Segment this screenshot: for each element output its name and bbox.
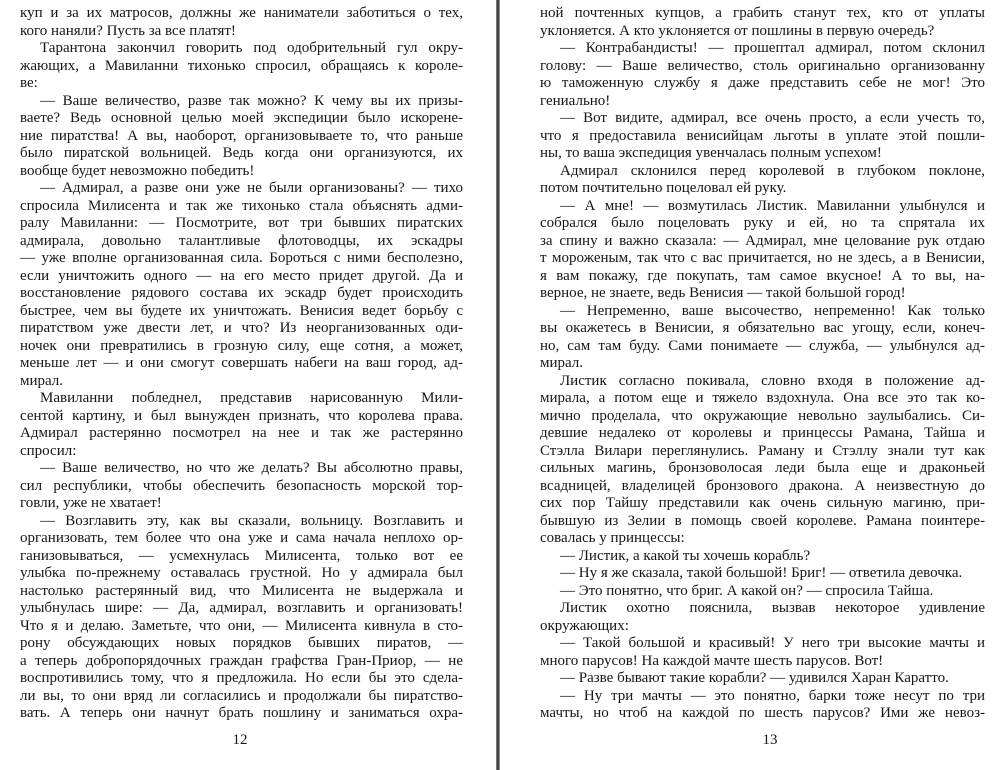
text-line-content: мирала, а потом еще и тяжело вздохнула. Она все это так ко-: [540, 390, 985, 406]
text-line-content: — Ваше величество, но что же делать? Вы абсолютно правы,: [40, 460, 463, 476]
text-line: [540, 338, 985, 356]
text-line-content: было пиратской вольницей. Ведь когда они организуются, их: [20, 145, 463, 161]
text-line-content: я вам покажу, где покупать, там самое вкусное! А то вы, на-: [540, 267, 985, 284]
text-line-content: сильных магинь, бронзоволосая леди была еще и драконьей: [540, 460, 985, 476]
text-line-content: ю таможенную службу я даже представить себе не мог! Это: [540, 75, 985, 91]
text-line: [20, 250, 463, 268]
text-line: [20, 373, 463, 391]
text-line-content: Что я и делаю. Заметьте, что они, — Милисента кивнула в сто-: [20, 617, 463, 634]
text-line: [20, 548, 463, 566]
text-line: [20, 338, 463, 356]
text-line-content: мирал.: [20, 372, 64, 389]
text-line-content: Тарантона закончил говорить под одобрительный гул окру-: [40, 40, 463, 56]
text-line-content: много парусов! На каждой мачте шесть парусов. Вот!: [540, 652, 884, 669]
text-line-content: всадницей, владелицей бронзового дракона. А неизвестную до: [540, 477, 985, 494]
text-line-content: спросила Милисента и так же тихонько стала объяснять адми-: [20, 197, 463, 214]
text-line: [540, 58, 985, 76]
text-line: [540, 250, 985, 268]
text-line: [540, 600, 985, 618]
text-line: [540, 495, 985, 513]
text-line: [540, 163, 985, 181]
text-line: [540, 180, 985, 198]
text-line-content: совалась у принцессы:: [540, 530, 685, 546]
text-line-content: — Это понятно, что бриг. А какой он? — спросила Тайша.: [560, 582, 934, 599]
text-line: [20, 495, 463, 513]
text-line: [20, 233, 463, 251]
text-line-content: если уничтожить одного — на его место придет другой. Да и: [20, 267, 463, 284]
text-line: [20, 583, 463, 601]
text-line: [20, 513, 463, 531]
text-line: [540, 75, 985, 93]
text-line-content: говли, уже не хватает!: [20, 495, 162, 511]
text-line-content: улыбка по-прежнему оставалась грустной. Но у адмирала был: [20, 565, 463, 581]
text-line-content: мирал.: [540, 355, 584, 371]
text-line: [20, 128, 463, 146]
text-line-content: вы окажетесь в Венисии, я обязательно вас угощу, если, конеч-: [540, 320, 985, 336]
text-line: [540, 705, 985, 723]
text-line-content: организовать, тем более что она уже и сама начала неплохо ор-: [20, 530, 463, 546]
text-line-content: рону обсуждающих новых порядков бывших пиратов, —: [20, 635, 463, 651]
text-line: [540, 40, 985, 58]
text-line: [20, 268, 463, 286]
text-line: [20, 530, 463, 548]
text-line: [20, 303, 463, 321]
text-line-content: Адмирал склонился перед королевой в глубоком поклоне,: [560, 162, 985, 179]
text-line: [20, 688, 463, 706]
text-line-content: — Контрабандисты! — прошептал адмирал, потом склонил: [560, 40, 985, 56]
text-line: [540, 373, 985, 391]
text-line-content: ночек они превратились в грозную силу, еще сотня, а может,: [20, 337, 463, 354]
text-line-content: — Возглавить эту, как вы сказали, вольницу. Возглавить и: [40, 512, 463, 529]
text-line: [20, 653, 463, 671]
text-line-content: сих пор Тайшу представили как очень сильную магиню, при-: [540, 495, 985, 511]
text-line-content: — Ну я же сказала, такой большой! Бриг! — ответила девочка.: [560, 565, 963, 581]
text-line-content: меньше лет — и они смогут совершать набеги на ваш город, ад-: [20, 355, 463, 371]
text-line: [540, 653, 985, 671]
text-line: [540, 548, 985, 566]
page-number: 12: [232, 732, 248, 748]
text-line-content: но, сам там буду. Сами понимаете — служба, — улыбнулся ад-: [540, 337, 985, 354]
text-line-content: ной почтенных купцов, а грабить станут тех, кто от уплаты: [540, 5, 985, 21]
text-line: [20, 93, 463, 111]
text-line: [540, 233, 985, 251]
text-line: [20, 40, 463, 58]
text-line: [540, 408, 985, 426]
text-line: [540, 530, 985, 548]
text-line-content: ны, то ваша экспедиция увенчалась полным успехом!: [540, 145, 882, 161]
text-line: [20, 23, 463, 41]
text-line-content: ли вы, то они вряд ли согласились и продолжали бы пиратство-: [20, 687, 463, 704]
text-line-content: — Вот видите, адмирал, все очень просто, а если учесть то,: [560, 110, 985, 126]
text-line-content: — Ваше величество, разве так можно? К чему вы их призы-: [40, 92, 463, 109]
text-line-content: бывшую из Зелии в помощь своей королеве. Рамана поинтере-: [540, 512, 985, 529]
text-line-content: вать. А теперь они начнут брать пошлину и заниматься охра-: [20, 705, 463, 721]
text-line-content: — Такой большой и красивый! У него три высокие мачты и: [560, 635, 985, 651]
text-line: [20, 355, 463, 373]
text-line-content: сил республики, чтобы обеспечить безопасность морской тор-: [20, 477, 463, 494]
text-line: [540, 618, 985, 636]
text-line-content: девшие недалеко от королевы и принцессы Рамана, Тайша и: [540, 425, 985, 441]
text-line: [540, 460, 985, 478]
text-line: [540, 303, 985, 321]
text-line-content: улыбнулась шире: — Да, адмирал, возглавить и организовать!: [20, 600, 463, 616]
text-line-content: Листик согласно покивала, словно входя в положение ад-: [560, 372, 985, 389]
text-line-content: окружающих:: [540, 617, 629, 634]
text-line: [20, 58, 463, 76]
text-line: [20, 565, 463, 583]
text-line: [20, 163, 463, 181]
text-line: [20, 390, 463, 408]
text-line: [20, 215, 463, 233]
text-line-content: ве:: [20, 75, 38, 91]
text-line: [20, 408, 463, 426]
text-line: [20, 180, 463, 198]
text-line: [540, 320, 985, 338]
text-line-content: Мавиланни побледнел, представив нарисованную Мили-: [40, 390, 463, 406]
text-line-content: голову: — Ваше величество, столь оригинально организованну: [540, 57, 985, 74]
text-line: [540, 565, 985, 583]
text-column: [20, 5, 463, 723]
text-line: [20, 600, 463, 618]
text-line: [20, 478, 463, 496]
text-line-content: верное, не знаете, ведь Венисия — такой большой город!: [540, 285, 906, 301]
text-line-content: адмирала, довольно талантливые флотоводцы, их эскадры: [20, 232, 463, 249]
text-line-content: спросил:: [20, 442, 77, 459]
text-line-content: ние пиратства! А вы, наоборот, организовываете то, что раньше: [20, 127, 463, 144]
text-line-content: — Разве бывают такие корабли? — удивился Харан Каратто.: [560, 670, 949, 686]
text-column: [540, 5, 985, 723]
text-line: [540, 425, 985, 443]
text-line: [20, 425, 463, 443]
text-line: [20, 198, 463, 216]
text-line-content: вообще будет невозможно победить!: [20, 162, 255, 179]
text-line-content: мично проделала, что окружающие невольно заулыбались. Си-: [540, 407, 985, 424]
text-line-content: настолько растерянный вид, что Милисента не выдержала и: [20, 582, 463, 599]
text-line-content: потом почтительно поцеловал ей руку.: [540, 180, 787, 196]
text-line: [20, 670, 463, 688]
text-line: [540, 215, 985, 233]
text-line: [540, 688, 985, 706]
text-line: [540, 5, 985, 23]
text-line-content: сентой картину, и был вынужден признать, что королева права.: [20, 407, 463, 424]
text-line: [20, 75, 463, 93]
text-line: [540, 513, 985, 531]
text-line: [540, 93, 985, 111]
text-line: [540, 23, 985, 41]
text-line: [540, 583, 985, 601]
text-line: [540, 128, 985, 146]
text-line-content: т мороженым, так что с вас причитается, но не здесь, а в Венисии,: [540, 250, 985, 266]
text-line-content: жающих, а Мавиланни тихонько спросил, обращаясь к короле-: [20, 57, 463, 74]
text-line-content: собрался было поцеловать руку и ей, но та спрятала их: [540, 215, 985, 231]
text-line-content: Листик охотно пояснила, вызвав некоторое удивление: [560, 600, 985, 616]
text-line: [20, 285, 463, 303]
text-line: [540, 390, 985, 408]
text-line-content: мачты, но чтоб на каждой по шесть парусов? Ими же невоз-: [540, 705, 985, 721]
text-line-content: уклоняется. А кто уклоняется от пошлины в первую очередь?: [540, 22, 935, 39]
text-line-content: — Непременно, ваше высочество, непременно! Как только: [560, 302, 985, 319]
text-line: [540, 670, 985, 688]
text-line-content: Стэлла Вилари переглянулись. Раману и Стэллу знали тут как: [540, 442, 985, 459]
text-line-content: ралу Мавиланни: — Посмотрите, вот три бывших пиратских: [20, 215, 463, 231]
text-line-content: что я предоставила венисийцам льготы в уплате этой пошли-: [540, 127, 985, 144]
text-line: [540, 478, 985, 496]
text-line: [540, 110, 985, 128]
text-line-content: ганизовываться, — усмехнулась Милисента, только вот ее: [20, 547, 463, 564]
text-line-content: за спину и важно сказала: — Адмирал, мне целование рук отдаю: [540, 232, 985, 249]
text-line: [20, 705, 463, 723]
text-line-content: — Листик, а какой ты хочешь корабль?: [560, 547, 811, 564]
text-line: [20, 320, 463, 338]
text-line: [540, 355, 985, 373]
text-line-content: куп и за их матросов, должны же наниматели заботиться о тех,: [20, 5, 463, 21]
text-line-content: пиратством уже двести лет, и что? Из неорганизованных оди-: [20, 320, 463, 336]
text-line-content: кого наняли? Пусть за все платят!: [20, 22, 236, 39]
text-line: [20, 5, 463, 23]
text-line: [540, 635, 985, 653]
text-line: [540, 285, 985, 303]
text-line: [20, 443, 463, 461]
text-line: [20, 460, 463, 478]
text-line-content: быстрее, чем вы будете их уничтожать. Венисия ведет борьбу с: [20, 302, 463, 319]
text-line-content: восстановление рядового состава их эскадр будет происходить: [20, 285, 463, 301]
text-line: [20, 145, 463, 163]
text-line-content: — Адмирал, а разве они уже не были организованы? — тихо: [40, 180, 463, 196]
text-line-content: Адмирал растерянно посмотрел на нее и так же растерянно: [20, 425, 463, 441]
text-line-content: — А мне! — возмутилась Листик. Мавиланни улыбнулся и: [560, 197, 985, 214]
text-line-content: — Ну три мачты — это понятно, барки тоже несут по три: [560, 687, 985, 704]
page-number: 13: [762, 732, 778, 748]
text-line-content: а теперь добропорядочных граждан графства Гран-Приор, — не: [20, 652, 463, 669]
text-line: [540, 443, 985, 461]
text-line-content: гениально!: [540, 92, 611, 109]
book-page-right: [500, 0, 1000, 770]
text-line-content: ваете? Ведь основной целью моей экспедиции было искорене-: [20, 110, 463, 126]
text-line: [540, 268, 985, 286]
text-line: [540, 198, 985, 216]
text-line: [540, 145, 985, 163]
text-line-content: воспротивились тому, что я предложила. Но если бы это сдела-: [20, 670, 463, 686]
text-line: [20, 110, 463, 128]
text-line: [20, 618, 463, 636]
text-line-content: — уже вполне организованная сила. Бороться с ними бесполезно,: [20, 250, 463, 266]
text-line: [20, 635, 463, 653]
book-page-left: [0, 0, 496, 770]
